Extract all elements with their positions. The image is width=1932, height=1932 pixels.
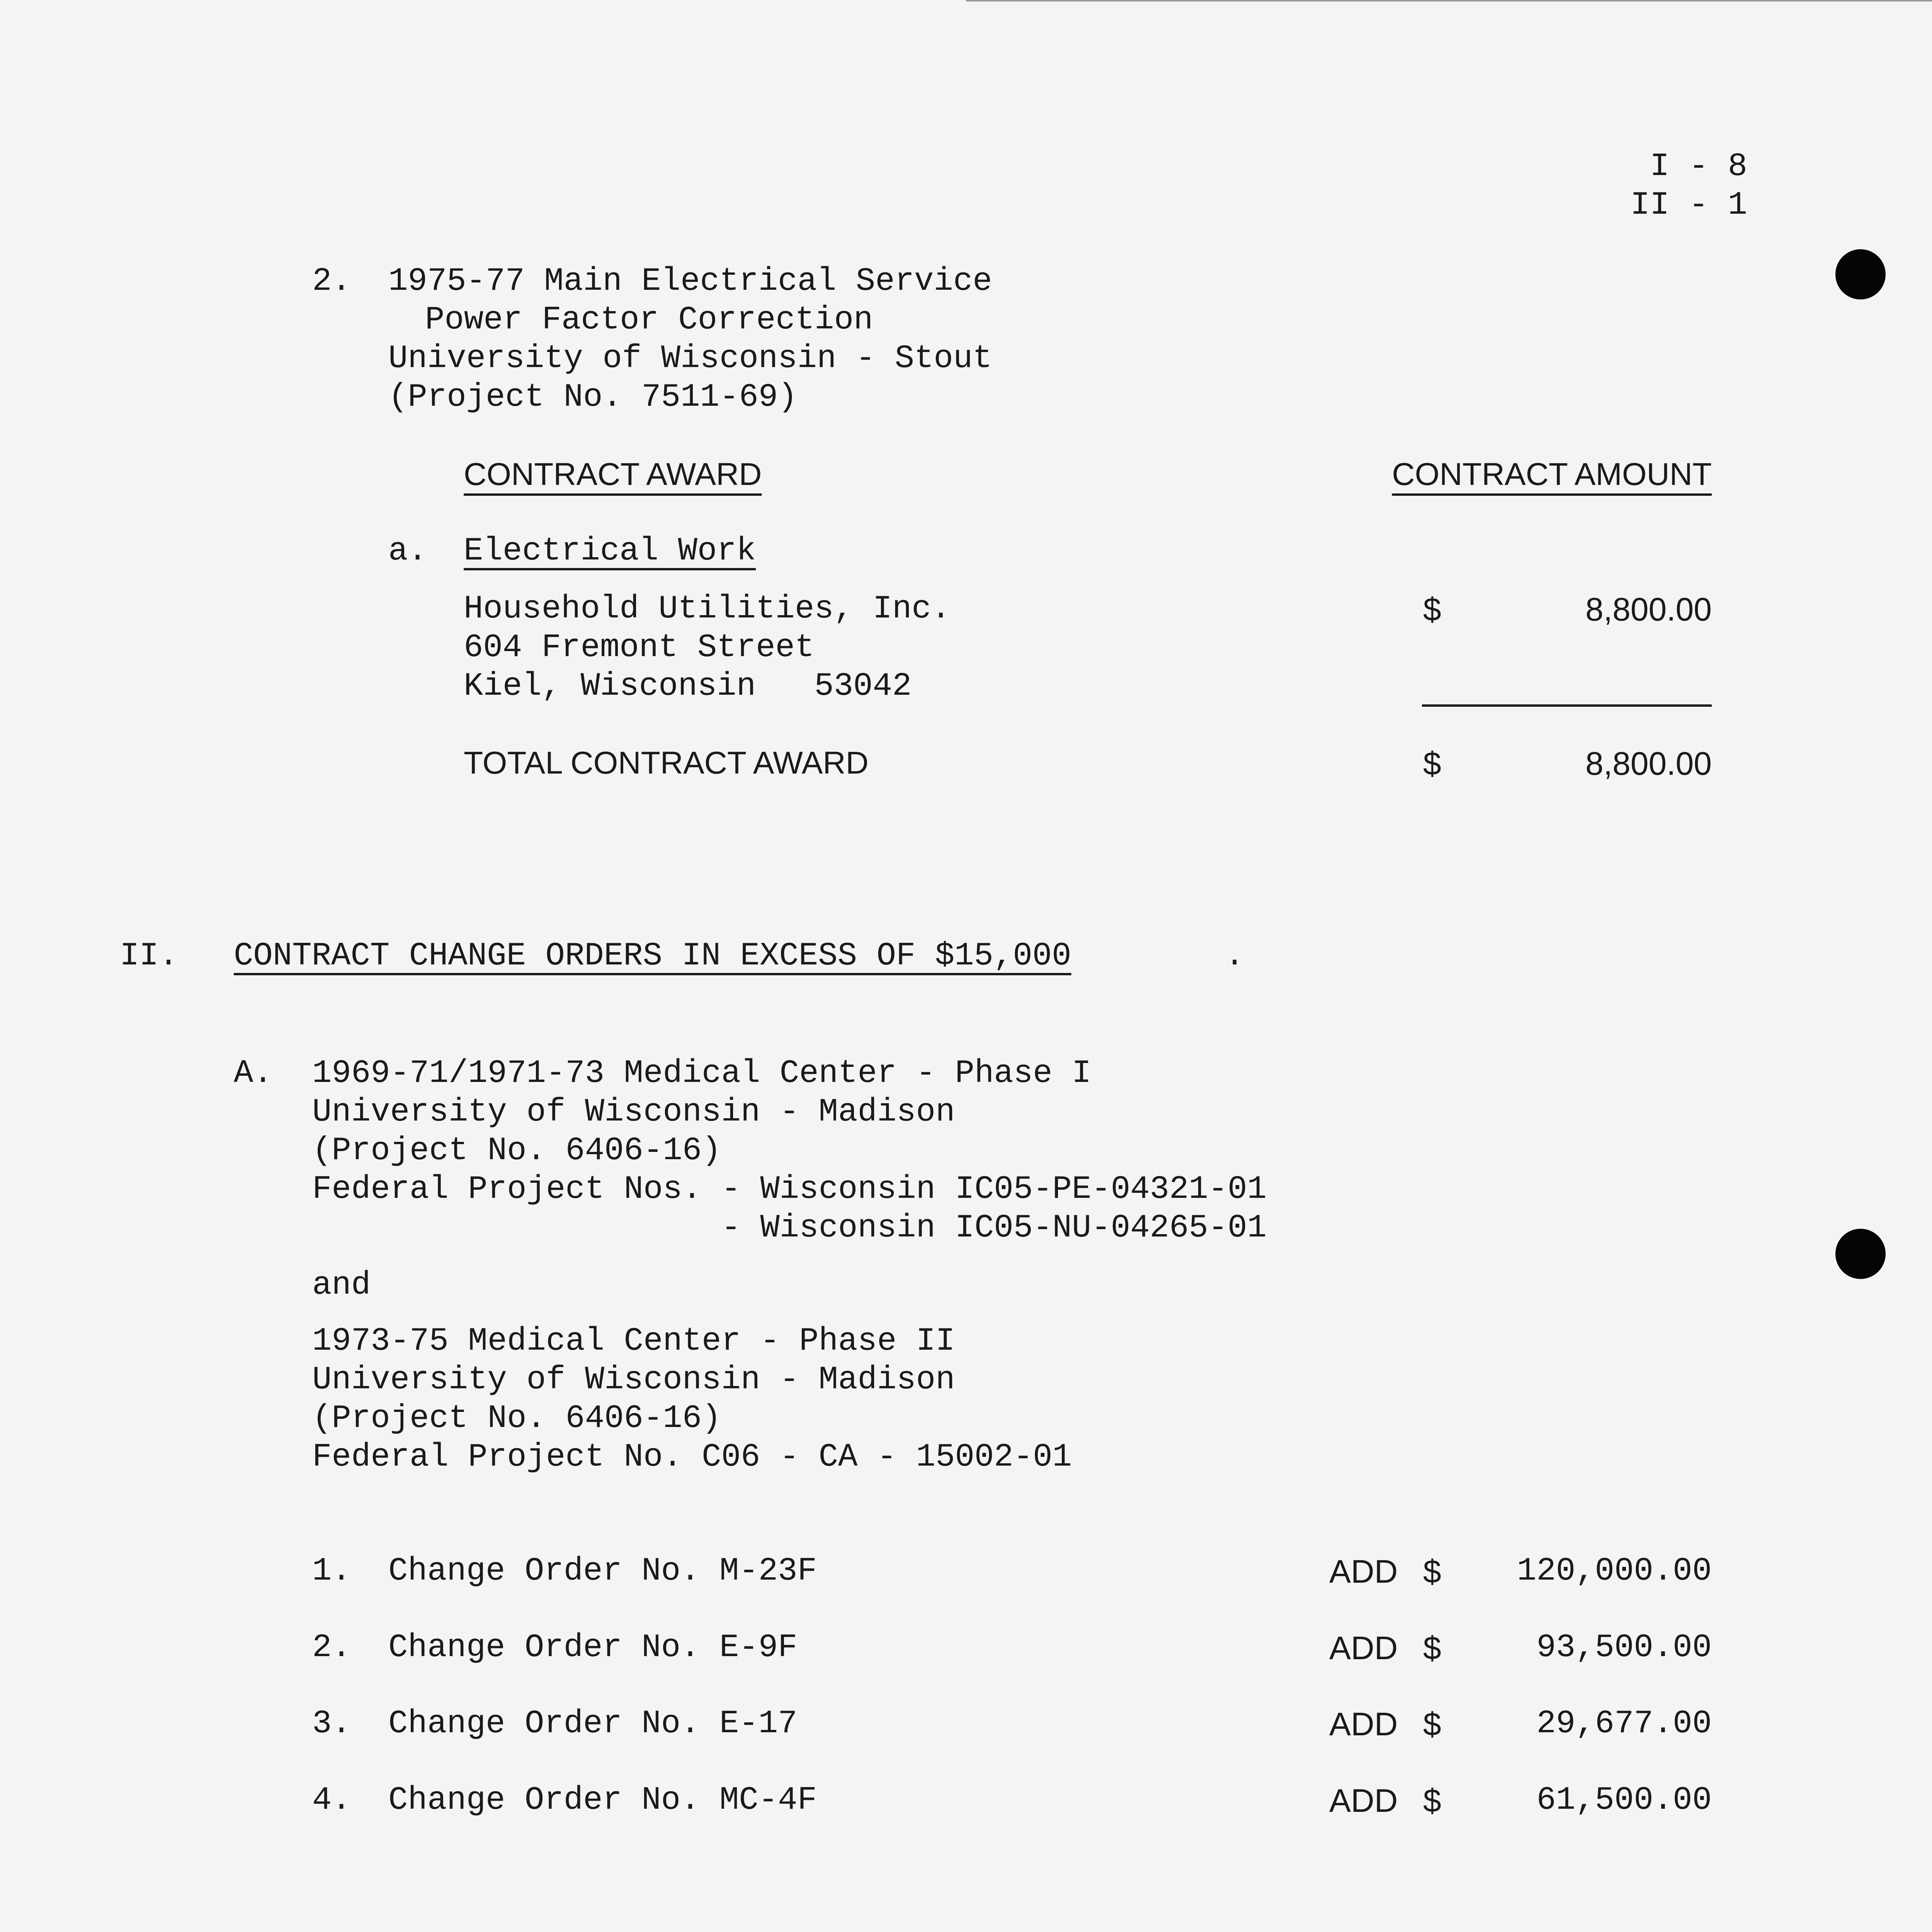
phase2-federal-project: Federal Project No. C06 - CA - 15002-01 [312,1439,1072,1476]
contractor-name: Household Utilities, Inc. [464,591,951,628]
currency-sign: $ [1423,1630,1441,1666]
change-order-type: ADD [1329,1553,1398,1590]
phase1-project-number: (Project No. 6406-16) [312,1133,721,1169]
project-title-line: 1975-77 Main Electrical Service [388,263,992,300]
section-heading: CONTRACT CHANGE ORDERS IN EXCESS OF $15,000 [234,938,1071,975]
phase1-federal-project: - Wisconsin IC05-NU-04265-01 [312,1210,1267,1247]
project-number: (Project No. 7511-69) [388,379,798,416]
change-order-description: Change Order No. E-9F [388,1629,798,1666]
change-order-number: 4. [312,1782,351,1819]
contractor-city: Kiel, Wisconsin 53042 [464,668,912,705]
currency-sign: $ [1423,1782,1441,1819]
currency-sign: $ [1423,591,1441,628]
change-order-amount: 120,000.00 [1517,1553,1712,1590]
conjunction-and: and [312,1267,371,1304]
phase1-federal-project: Federal Project Nos. - Wisconsin IC05-PE-04321-01 [312,1171,1267,1208]
scan-top-edge [966,0,1932,2]
change-order-description: Change Order No. E-17 [388,1706,798,1742]
phase1-university: University of Wisconsin - Madison [312,1094,955,1131]
total-contract-label: TOTAL CONTRACT AWARD [464,745,869,781]
change-order-description: Change Order No. M-23F [388,1553,817,1590]
total-rule [1422,704,1712,707]
section-heading-period: . [1225,938,1245,975]
page-number-primary: I - 8 [1650,148,1747,185]
change-order-number: 3. [312,1706,351,1742]
contract-amount-header: CONTRACT AMOUNT [1392,457,1712,492]
total-contract-amount: 8,800.00 [1585,745,1712,782]
currency-sign: $ [1423,1553,1441,1590]
phase2-project-number: (Project No. 6406-16) [312,1400,721,1437]
change-order-type: ADD [1329,1782,1398,1819]
change-order-description: Change Order No. MC-4F [388,1782,817,1819]
sub-item-letter: a. [388,533,427,570]
item-number: 2. [312,263,351,300]
contractor-street: 604 Fremont Street [464,629,815,666]
change-order-number: 1. [312,1553,351,1590]
currency-sign: $ [1423,745,1441,782]
change-order-amount: 29,677.00 [1536,1706,1712,1742]
phase2-title: 1973-75 Medical Center - Phase II [312,1323,955,1360]
phase2-university: University of Wisconsin - Madison [312,1362,955,1398]
project-letter: A. [234,1055,273,1092]
phase1-title: 1969-71/1971-73 Medical Center - Phase I [312,1055,1092,1092]
change-order-number: 2. [312,1629,351,1666]
section-numeral: II. [120,938,179,975]
punch-hole-top [1835,249,1886,299]
punch-hole-middle [1835,1229,1886,1279]
change-order-amount: 61,500.00 [1536,1782,1712,1819]
contract-amount: 8,800.00 [1585,591,1712,628]
currency-sign: $ [1423,1706,1441,1742]
sub-item-title: Electrical Work [464,533,756,570]
contract-award-header: CONTRACT AWARD [464,457,762,492]
project-title-line: Power Factor Correction [425,302,873,338]
change-order-type: ADD [1329,1630,1398,1666]
project-title-line: University of Wisconsin - Stout [388,340,992,377]
change-order-amount: 93,500.00 [1536,1629,1712,1666]
page-number-secondary: II - 1 [1630,187,1747,224]
change-order-type: ADD [1329,1706,1398,1742]
